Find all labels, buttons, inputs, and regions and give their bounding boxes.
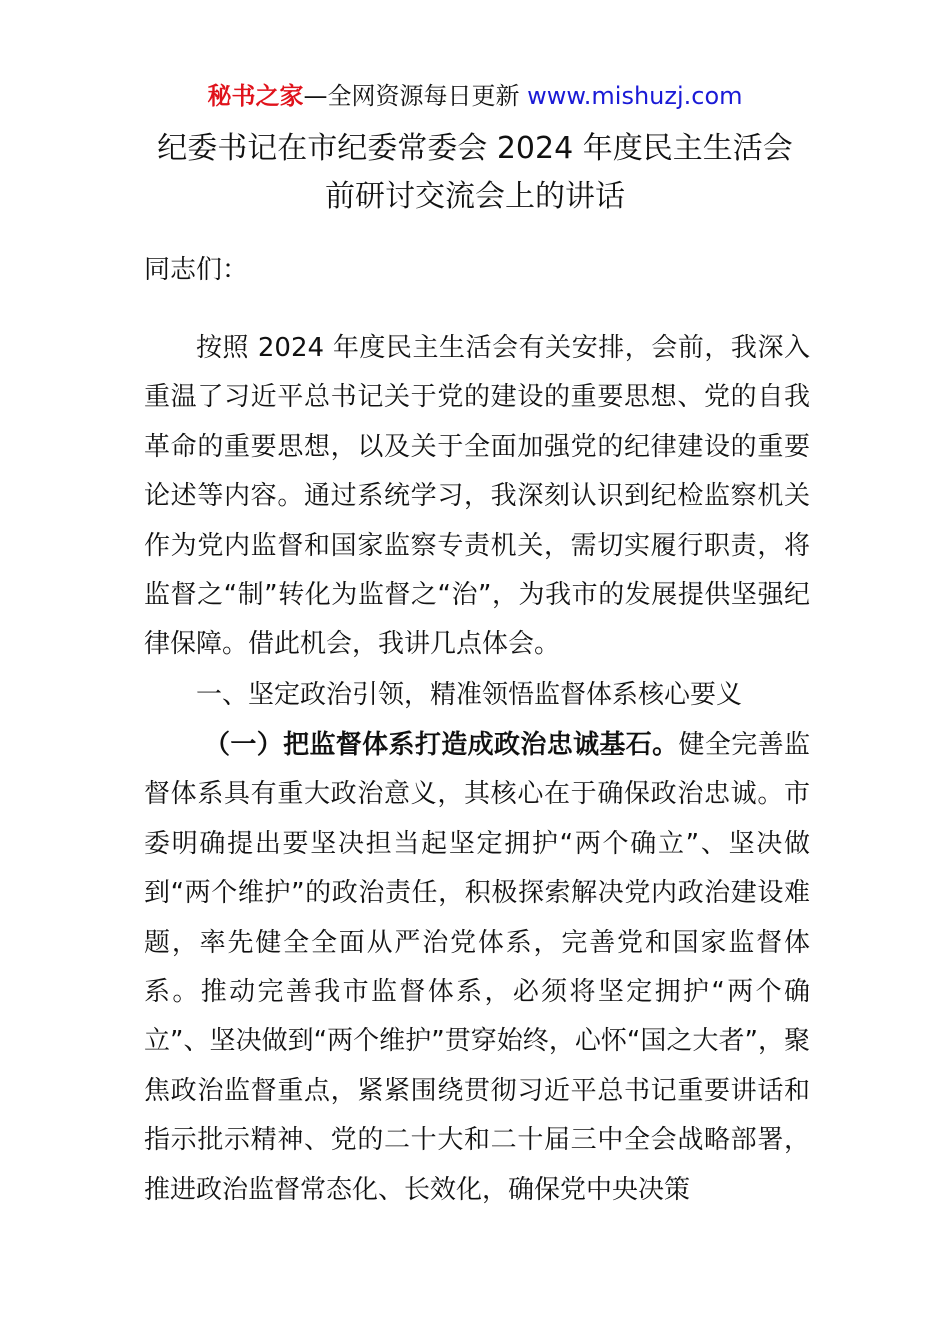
salutation: 同志们： bbox=[144, 255, 249, 285]
paragraph-1: 按照 2024 年度民主生活会有关安排，会前，我深入重温了习近平总书记关于党的建设的重要思想、党的自我革命的重要思想，以及关于全面加强党的纪律建设的重要论述等内容。通过系统学习，我深刻认识到纪检监察机关作为党内监督和国家监察专责机关，需切实履行职责，将监督之“制”转化为监督之“治”，为我市的发展提供坚强纪律保障。借此机会，我讲几点体会。 bbox=[144, 333, 810, 660]
section-heading-1: 一、坚定政治引领，精准领悟监督体系核心要义 bbox=[196, 680, 743, 710]
site-name: 秘书之家 bbox=[207, 82, 304, 110]
paragraph-2 bbox=[144, 721, 810, 1215]
document-title-line2: 前研讨交流会上的讲话 bbox=[325, 179, 625, 214]
site-tagline: —全网资源每日更新 bbox=[303, 82, 520, 110]
site-url-link[interactable]: www.mishuzj.com bbox=[527, 82, 743, 110]
paragraph-2-body: 健全完善监督体系具有重大政治意义，其核心在于确保政治忠诚。市委明确提出要坚决担当起坚定拥护“两个确立”、坚决做到“两个维护”的政治责任，积极探索解决党内政治建设难题，率先健全全面从严治党体系，完善党和国家监督体系。推动完善我市监督体系，必须将坚定拥护“两个确立”、坚决做到“两个维护”贯穿始终，心怀“国之大者”，聚焦政治监督重点，紧紧围绕贯彻习近平总书记重要讲话和指示批示精神、党的二十大和二十届三中全会战略部署，推进政治监督常态化、长效化，确保党中央决策 bbox=[144, 730, 810, 1205]
site-header bbox=[0, 80, 950, 112]
paragraph-2-lead: （一）把监督体系打造成政治忠诚基石。 bbox=[204, 730, 679, 760]
document-title-line1: 纪委书记在市纪委常委会 2024 年度民主生活会 bbox=[157, 131, 793, 166]
